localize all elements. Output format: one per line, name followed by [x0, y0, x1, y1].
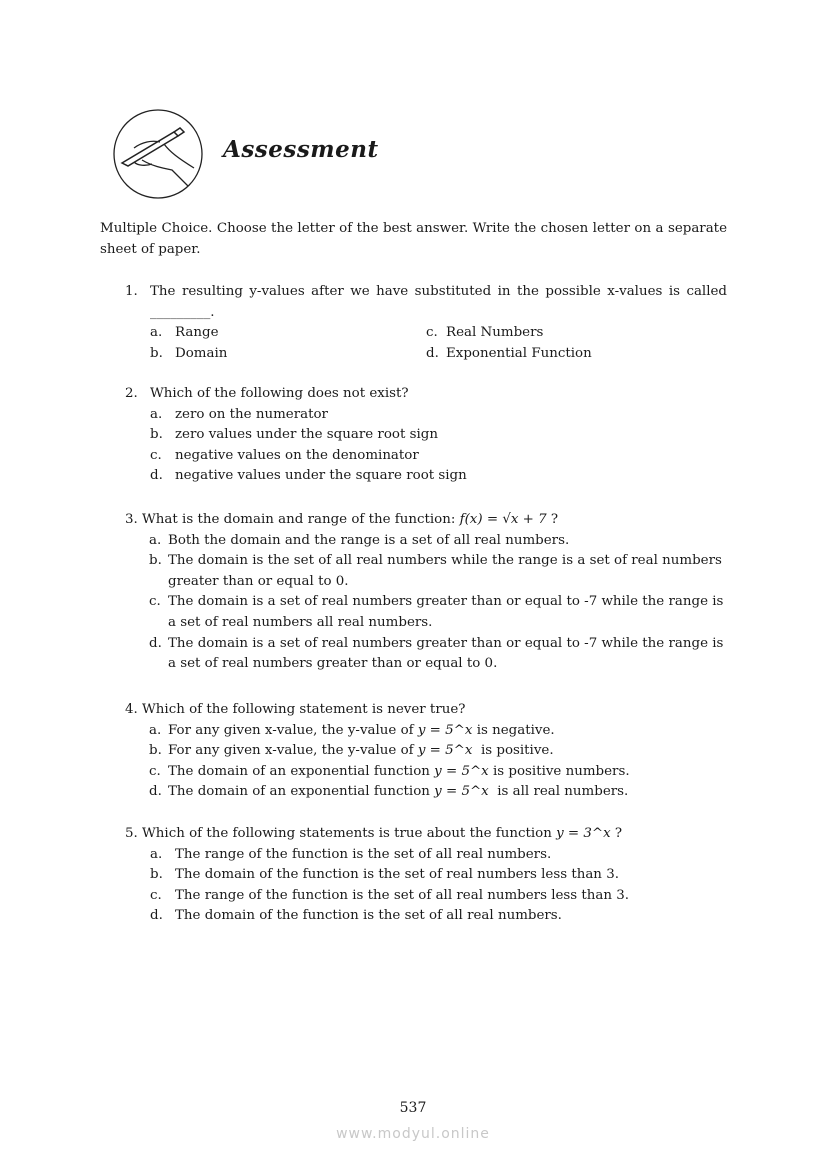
option-d[interactable]	[149, 782, 729, 803]
option-c[interactable]: c. Real Numbers	[426, 325, 544, 341]
option-c[interactable]	[149, 592, 729, 633]
option-text: The domain is the set of all real numbers while the range is a set of real numbers greater than or equal to 0.	[168, 553, 722, 589]
option-b[interactable]	[149, 551, 729, 592]
question-3	[125, 510, 729, 675]
question-text: Which of the following statement is never true?	[142, 702, 466, 717]
option-a[interactable]	[150, 845, 729, 866]
option-letter: a.	[150, 846, 163, 862]
question-4	[125, 700, 729, 803]
option-a[interactable]: a. zero on the numerator	[150, 406, 328, 422]
option-text	[168, 721, 729, 742]
option-letter: c.	[149, 594, 161, 610]
option-text	[168, 741, 729, 762]
option-a[interactable]	[149, 531, 729, 552]
option-text: The domain is a set of real numbers greater than or equal to -7 while the range is a set of real numbers greater than or equal to 0.	[168, 635, 724, 672]
question-number: 4.	[125, 702, 138, 717]
option-text-post: is positive.	[472, 743, 554, 759]
option-letter: d.	[149, 784, 162, 800]
option-text-post: is all real numbers.	[488, 784, 629, 800]
option-letter: b.	[150, 867, 163, 883]
question-tail: ?	[610, 826, 623, 841]
option-b[interactable]: b. Domain	[150, 345, 228, 361]
option-text: Both the domain and the range is a set of all real numbers.	[168, 532, 570, 548]
option-c[interactable]	[149, 762, 729, 783]
option-a[interactable]: a. Range	[150, 325, 219, 341]
hand-writing-pencil-icon	[112, 108, 204, 200]
option-a[interactable]	[149, 721, 729, 742]
option-text: The range of the function is the set of all real numbers.	[175, 846, 552, 862]
option-text-pre: The domain of an exponential function	[168, 784, 435, 800]
option-letter: d.	[150, 908, 163, 924]
question-number: 2.	[125, 386, 138, 401]
question-tail: ?	[546, 512, 559, 527]
option-b[interactable]	[149, 741, 729, 762]
option-letter: c.	[149, 763, 161, 779]
question-1	[125, 282, 727, 364]
question-5	[125, 824, 729, 927]
question-text: The resulting y-values after we have substituted in the possible x-values is called _________.	[150, 284, 727, 320]
option-letter: a.	[149, 532, 162, 548]
option-d[interactable]: d. negative values under the square root sign	[150, 468, 467, 484]
page-title: Assessment	[223, 136, 379, 163]
option-c[interactable]	[150, 886, 729, 907]
math-expression: y = 3^x	[556, 826, 611, 841]
question-text: What is the domain and range of the function:	[142, 512, 460, 527]
option-text: The range of the function is the set of all real numbers less than 3.	[175, 887, 630, 903]
option-b[interactable]: b. zero values under the square root sign	[150, 427, 438, 443]
option-letter: b.	[149, 553, 162, 569]
option-letter: b.	[149, 743, 162, 759]
page-number: 537	[399, 1100, 427, 1116]
question-number: 1.	[125, 284, 138, 299]
option-c[interactable]: c. negative values on the denominator	[150, 447, 419, 463]
question-number: 3.	[125, 512, 138, 527]
watermark: www.modyul.online	[336, 1126, 490, 1142]
instructions: Multiple Choice. Choose the letter of the best answer. Write the chosen letter on a separate sheet of paper.	[100, 221, 727, 257]
question-text: Which of the following does not exist?	[150, 386, 409, 401]
option-d[interactable]	[150, 906, 729, 927]
question-number: 5.	[125, 826, 138, 841]
option-text	[168, 782, 729, 803]
option-text: The domain is a set of real numbers greater than or equal to -7 while the range is a set of real numbers all real numbers.	[168, 594, 724, 630]
option-text-post: is negative.	[472, 722, 555, 738]
math-expression: y = 5^x	[417, 722, 473, 738]
question-text: Which of the following statements is true about the function	[142, 826, 557, 841]
option-text: The domain of the function is the set of real numbers less than 3.	[175, 867, 619, 883]
math-expression: y = 5^x	[417, 743, 473, 759]
option-b[interactable]	[150, 865, 729, 886]
option-text-pre: The domain of an exponential function	[168, 763, 435, 779]
option-text: The domain of the function is the set of all real numbers.	[175, 908, 562, 924]
math-expression: y = 5^x	[434, 784, 489, 800]
option-letter: a.	[149, 722, 162, 738]
option-text-post: is positive numbers.	[488, 763, 630, 779]
option-letter: c.	[150, 887, 162, 903]
math-expression: y = 5^x	[434, 763, 489, 779]
option-d[interactable]: d. Exponential Function	[426, 345, 592, 361]
math-expression: f(x) = √x + 7	[459, 512, 547, 527]
option-text-pre: For any given x-value, the y-value of	[168, 743, 418, 759]
option-letter: d.	[149, 635, 162, 651]
option-text-pre: For any given x-value, the y-value of	[168, 722, 418, 738]
option-d[interactable]	[149, 634, 729, 675]
option-text	[168, 762, 729, 783]
question-2	[125, 384, 727, 487]
